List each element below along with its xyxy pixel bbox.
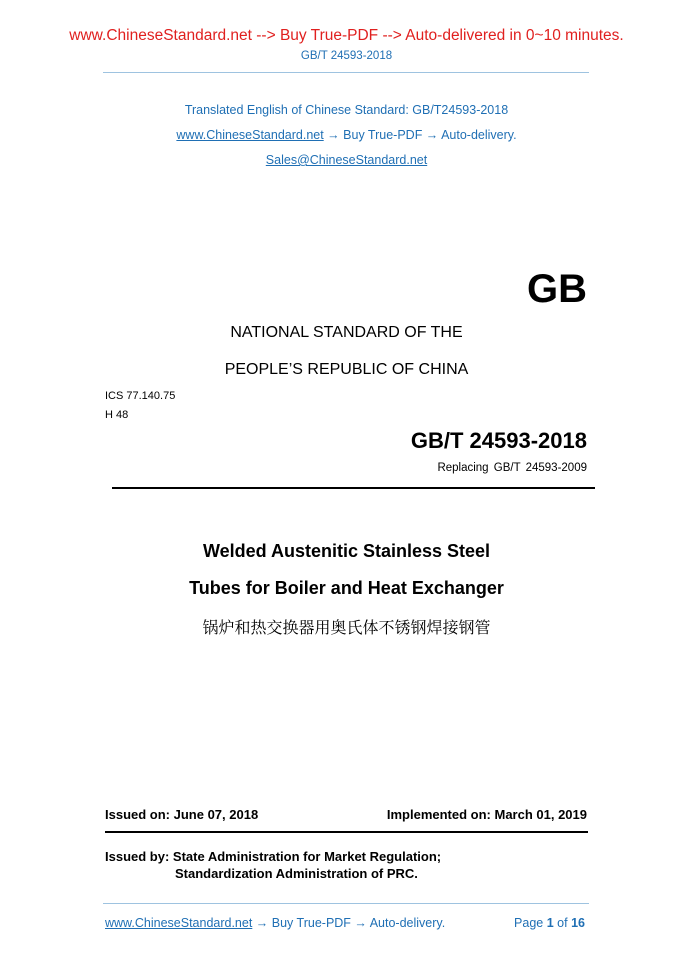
issued-on: Issued on: June 07, 2018 <box>105 807 259 822</box>
standard-number: GB/T 24593-2018 <box>410 428 587 453</box>
h-code: H 48 <box>105 409 129 421</box>
ics-code: ICS 77.140.75 <box>105 390 176 402</box>
footer-text: → Buy True-PDF → Auto-delivery. <box>252 916 446 930</box>
footer-line <box>105 916 445 930</box>
header-divider <box>103 72 589 73</box>
title-en-line2: Tubes for Boiler and Heat Exchanger <box>189 578 504 598</box>
issued-by-line1: Issued by: State Administration for Market Regulation; <box>105 849 442 864</box>
footer-divider <box>103 903 589 904</box>
top-banner[interactable]: www.ChineseStandard.net --> Buy True-PDF --> Auto-delivered in 0~10 minutes. <box>69 27 624 44</box>
national-standard-line1: NATIONAL STANDARD OF THE <box>230 324 463 341</box>
replacing-note: Replacing GB/T 24593-2009 <box>437 462 587 474</box>
site-link[interactable]: www.ChineseStandard.net <box>176 128 324 142</box>
sales-email-link[interactable]: Sales@ChineseStandard.net <box>265 153 428 167</box>
page-label: Page <box>514 916 544 930</box>
implemented-on: Implemented on: March 01, 2019 <box>386 807 587 822</box>
page-of: of <box>557 916 568 930</box>
title-en-line1: Welded Austenitic Stainless Steel <box>202 541 491 561</box>
header-standard-code: GB/T 24593-2018 <box>300 50 393 62</box>
page-total: 16 <box>571 916 585 930</box>
page-indicator <box>514 916 585 930</box>
cover-divider-bottom <box>105 831 588 833</box>
issued-by-line2: Standardization Administration of PRC. <box>175 866 418 881</box>
site-line <box>0 128 693 142</box>
national-standard-line2: PEOPLE’S REPUBLIC OF CHINA <box>224 361 469 378</box>
site-line-text: → Buy True-PDF → Auto-delivery. <box>323 128 517 142</box>
footer-site-link[interactable]: www.ChineseStandard.net <box>105 916 253 930</box>
gb-mark: GB <box>527 267 587 311</box>
page-current: 1 <box>546 916 554 930</box>
cover-divider-top <box>112 487 595 489</box>
translated-note: Translated English of Chinese Standard: GB/T24593-2018 <box>184 103 509 117</box>
title-cn: 锅炉和热交换器用奥氏体不锈钢焊接钢管 <box>202 618 491 637</box>
